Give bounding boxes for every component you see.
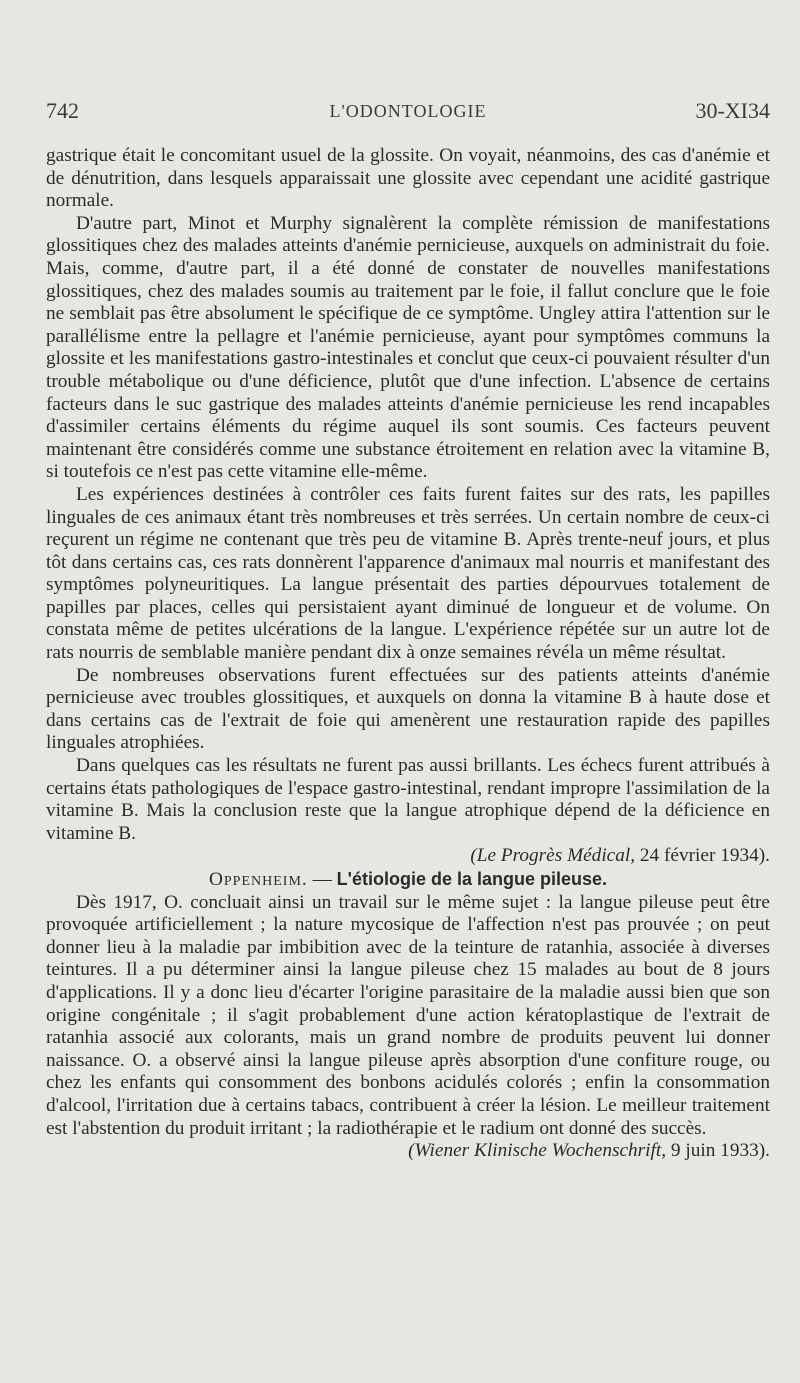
running-header	[46, 98, 770, 128]
paragraph-2: D'autre part, Minot et Murphy signalèrent la complète rémission de manifestations glossitiques chez des malades atteints d'anémie pernicieuse, auxquels on administrait du foie. Mais, comme, d'autre part, il a été donné de constater de nouvelles manifestations glossitiques, chez des malades soumis au traitement par le foie, il fallut conclure que le foie ne semblait pas être absolument le spécifique de ce symptôme. Ungley attira l'attention sur le parallélisme entre la pellagre et l'anémie pernicieuse, ayant pour symptômes communs la glossite et les manifestations gastro-intestinales et conclut que ceux-ci pouvaient résulter d'un trouble métabolique ou d'une déficience, plutôt que d'une infection. L'absence de certains facteurs dans le suc gastrique des malades atteints d'anémie pernicieuse les rend incapables d'assimiler certains éléments du régime auquel ils sont soumis. Ces facteurs peuvent maintenant être considérés comme une substance étroitement en relation avec la vitamine B, si toutefois ce n'est pas cette vitamine elle-même.	[46, 212, 770, 483]
section-heading	[46, 868, 770, 892]
paragraph-3: Les expériences destinées à contrôler ces faits furent faites sur des rats, les papilles linguales de ces animaux étant très nombreuses et très serrées. Un certain nombre de ceux-ci reçurent un régime ne contenant que très peu de vitamine B. Après trente-neuf jours, et plus tôt dans certains cas, ces rats donnèrent l'apparence d'animaux mal nourris et manifestant des symptômes polyneuritiques. La langue présentait des parties dépourvues totalement de papilles par places, celles qui persistaient ayant diminué de longueur et de volume. On constata même de petites ulcérations de la langue. L'expérience répétée sur un autre lot de rats nourris de semblable manière pendant dix à onze semaines révéla un même résultat.	[46, 483, 770, 664]
citation-2	[46, 1140, 770, 1163]
citation-1-date: 24 février 1934).	[639, 845, 770, 867]
citation-1	[46, 845, 770, 868]
page-body	[46, 145, 770, 1163]
citation-1-source: (Le Progrès Médical,	[470, 845, 636, 867]
paragraph-5: Dans quelques cas les résultats ne furent pas aussi brillants. Les échecs furent attribués à certains états pathologiques de l'espace gastro-intestinal, rendant impropre l'assimilation de la vitamine B. Mais la conclusion reste que la langue atrophique dépend de la déficience en vitamine B.	[46, 755, 770, 844]
issue-reference: 30-XI34	[695, 98, 770, 123]
paragraph-1: gastrique était le concomitant usuel de la glossite. On voyait, néanmoins, des cas d'anémie et de dénutrition, dans lesquels apparaissait une glossite avec cependant une acidité gastrique normale.	[46, 145, 770, 212]
journal-title: L'ODONTOLOGIE	[329, 101, 487, 121]
heading-author: Oppenheim.	[208, 869, 308, 890]
paragraph-6: Dès 1917, O. concluait ainsi un travail sur le même sujet : la langue pileuse peut être provoquée artificiellement ; la nature mycosique de l'affection n'est pas prouvée ; on peut donner lieu à la maladie par imbibition avec de la teinture de ratanhia, associée à diverses teintures. Il a pu déterminer ainsi la langue pileuse chez 15 malades au bout de 8 jours d'applications. Il y a donc lieu d'écarter l'origine parasitaire de la maladie aussi bien que son origine congénitale ; il s'agit probablement d'une action kératoplastique de l'extrait de ratanhia associé aux colorants, mais un grand nombre de produits peuvent lui donner naissance. O. a observé ainsi la langue pileuse après absorption d'une confiture rouge, ou chez les enfants qui consomment des bonbons acidulés colorés ; enfin la consommation d'alcool, l'irritation due à certains tabacs, contribuent à créer la lésion. Le meilleur traitement est l'abstention du produit irritant ; la radiothérapie et le radium ont donné des succès.	[46, 891, 770, 1139]
heading-dash: —	[312, 869, 332, 890]
citation-2-source: (Wiener Klinische Wochenschrift,	[408, 1140, 667, 1162]
heading-title: L'étiologie de la langue pileuse.	[336, 869, 608, 889]
citation-2-date: 9 juin 1933).	[670, 1140, 770, 1162]
paragraph-4: De nombreuses observations furent effectuées sur des patients atteints d'anémie pernicieuse avec troubles glossitiques, et auxquels on donna la vitamine B à haute dose et dans certains cas de l'extrait de foie qui amenèrent une restauration rapide des papilles linguales atrophiées.	[46, 664, 770, 754]
page-number: 742	[46, 98, 79, 123]
